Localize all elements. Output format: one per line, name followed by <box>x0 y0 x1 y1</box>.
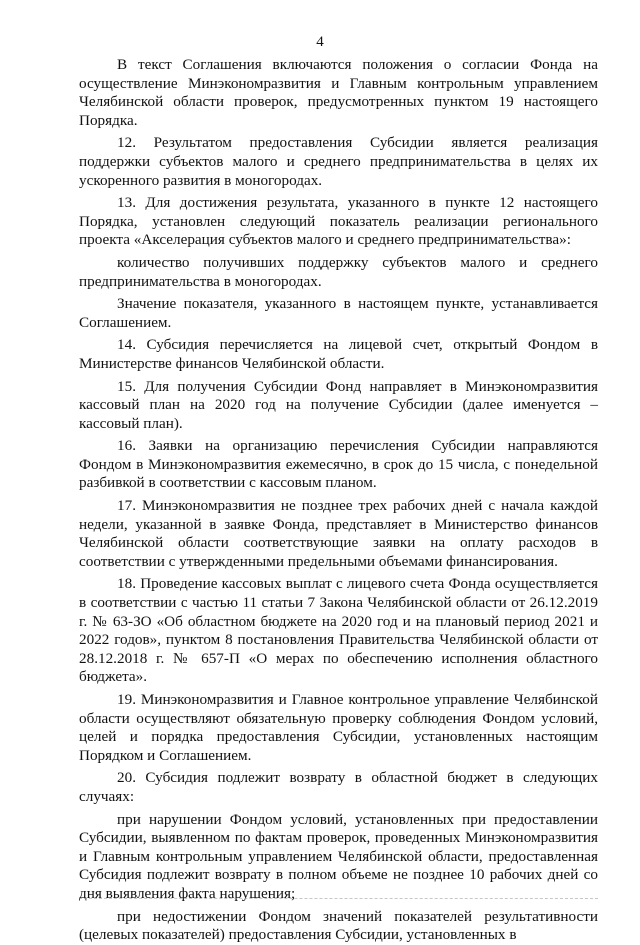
paragraph-20: 20. Субсидия подлежит возврату в областной бюджет в следующих случаях: <box>79 769 598 805</box>
paragraph-19: 19. Минэкономразвития и Главное контрольное управление Челябинской области осуществляют обязательную проверку соблюдения Фондом условий, целей и порядка предоставления Субсидии, установленных настоящим Порядком и Соглашением. <box>79 691 598 764</box>
document-body <box>79 56 598 945</box>
paragraph-17: 17. Минэкономразвития не позднее трех рабочих дней с начала каждой недели, указанной в заявке Фонда, представляет в Министерство финансов Челябинской области соответствующие заявки на оплату расходов в соответствии с утвержденными предельными объемами финансирования. <box>79 497 598 570</box>
page-number: 4 <box>316 34 324 50</box>
scan-bottom-edge <box>79 898 598 900</box>
paragraph-indicator: количество получивших поддержку субъектов малого и среднего предпринимательства в моногородах. <box>79 253 598 290</box>
paragraph-14: 14. Субсидия перечисляется на лицевой счет, открытый Фондом в Министерстве финансов Челябинской области. <box>79 336 598 372</box>
paragraph-12: 12. Результатом предоставления Субсидии является реализация поддержки субъектов малого и среднего предпринимательства в целях их ускоренного развития в моногородах. <box>79 134 598 189</box>
paragraph-16: 16. Заявки на организацию перечисления Субсидии направляются Фондом в Минэкономразвития ежемесячно, в срок до 15 числа, с понедельной разбивкой в соответствии с кассовым планом. <box>79 437 598 492</box>
paragraph-13: 13. Для достижения результата, указанного в пункте 12 настоящего Порядка, установлен следующий показатель реализации регионального проекта «Акселерация субъектов малого и среднего предпринимательства»: <box>79 194 598 249</box>
paragraph-20-case-violation: при нарушении Фондом условий, установленных при предоставлении Субсидии, выявленном по фактам проверок, проведенных Минэкономразвития и Главным контрольным управлением Челябинской области, предоставленная Субсидия подлежит возврату в полном объеме не позднее 10 рабочих дней со дня выявления факта нарушения; <box>79 810 598 902</box>
paragraph-15: 15. Для получения Субсидии Фонд направляет в Минэкономразвития кассовый план на 2020 год на получение Субсидии (далее именуется – кассовый план). <box>79 377 598 432</box>
paragraph-18: 18. Проведение кассовых выплат с лицевого счета Фонда осуществляется в соответствии с частью 11 статьи 7 Закона Челябинской области от 26.12.2019 г. № 63-ЗО «Об областном бюджете на 2020 год и на плановый период 2021 и 2022 годов», пунктом 8 постановления Правительства Челябинской области от 28.12.2018 г. № 657-П «О мерах по обеспечению исполнения областного бюджета». <box>79 575 598 686</box>
paragraph-20-case-underperformance: при недостижении Фондом значений показателей результативности (целевых показателей) предоставления Субсидии, установленных в <box>79 907 598 944</box>
paragraph-indicator-value: Значение показателя, указанного в настоящем пункте, устанавливается Соглашением. <box>79 295 598 331</box>
paragraph-agreement-consent: В текст Соглашения включаются положения о согласии Фонда на осуществление Минэкономразвития и Главным контрольным управлением Челябинской области проверок, предусмотренных пунктом 19 настоящего Порядка. <box>79 56 598 129</box>
